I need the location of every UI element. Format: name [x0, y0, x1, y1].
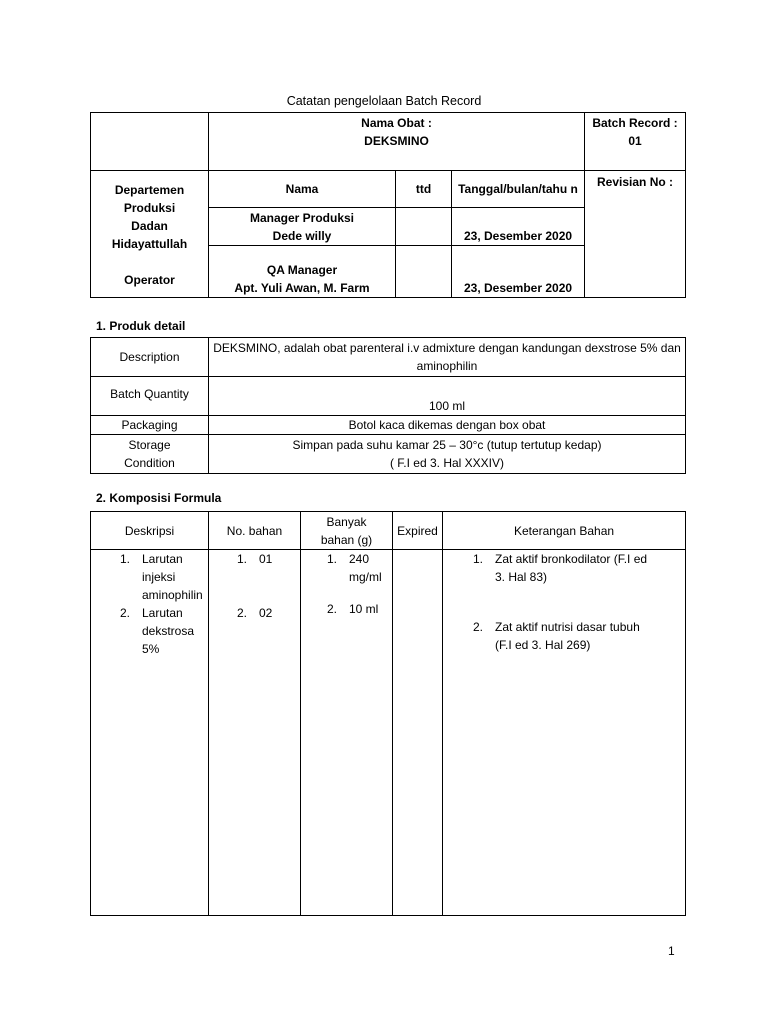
document-title: Catatan pengelolaan Batch Record — [286, 94, 482, 108]
header-empty-cell — [91, 113, 209, 171]
department-cell — [91, 171, 209, 298]
deskripsi-cell — [91, 550, 209, 916]
section2-title: 2. Komposisi Formula — [96, 491, 222, 505]
formula-table — [90, 511, 686, 916]
packaging-value: Botol kaca dikemas dengan box obat — [209, 416, 686, 435]
col-banyak-header: Banyak bahan (g) — [301, 512, 393, 550]
storage-value-line1: Simpan pada suhu kamar 25 – 30°c (tutup tertutup kedap) — [292, 438, 602, 452]
description-value: DEKSMINO, adalah obat parenteral i.v admixture dengan kandungan dexstrose 5% dan aminophilin — [209, 338, 686, 377]
row2-name-cell — [209, 246, 396, 298]
list-item: 2. 02 — [237, 606, 273, 620]
batch-quantity-value: 100 ml — [209, 377, 686, 416]
department-line1: Departemen — [114, 183, 185, 197]
list-item: 2. Zat aktif nutrisi dasar tubuh (F.I ed 3. Hal 269) — [473, 620, 640, 652]
row2-ttd-cell — [396, 246, 452, 298]
col-nama-header: Nama — [209, 171, 396, 208]
department-line4: Hidayattullah — [111, 237, 188, 251]
batch-quantity-label: Batch Quantity — [91, 377, 209, 416]
list-item: 2. 10 ml — [327, 602, 379, 616]
page-number: 1 — [668, 944, 675, 958]
department-line3: Dadan — [131, 219, 168, 233]
col-keterangan-header: Keterangan Bahan — [443, 512, 686, 550]
storage-value-line2: ( F.I ed 3. Hal XXXIV) — [389, 456, 505, 470]
list-item: 2. Larutan dekstrosa 5% — [120, 606, 195, 656]
list-item: 1. 240 mg/ml — [327, 552, 382, 584]
list-item: 1. Zat aktif bronkodilator (F.I ed 3. Hal 83) — [473, 552, 648, 584]
col-deskripsi-header: Deskripsi — [91, 512, 209, 550]
product-detail-table — [90, 337, 686, 474]
nama-obat-label: Nama Obat : — [361, 116, 432, 130]
packaging-label: Packaging — [91, 416, 209, 435]
list-item: 1. 01 — [237, 552, 273, 566]
no-bahan-cell — [209, 550, 301, 916]
row1-ttd-cell — [396, 208, 452, 246]
header-table — [90, 112, 686, 298]
batch-record-cell — [585, 113, 686, 171]
storage-value-cell — [209, 435, 686, 474]
row1-role: Manager Produksi — [249, 210, 355, 225]
row2-name: Apt. Yuli Awan, M. Farm — [234, 281, 370, 295]
nama-obat-cell — [209, 113, 585, 171]
storage-label: Storage Condition — [91, 435, 209, 474]
banyak-cell — [301, 550, 393, 916]
row1-date: 23, Desember 2020 — [452, 208, 585, 246]
list-item: 1. Larutan injeksi aminophilin — [120, 552, 203, 602]
batch-record-label: Batch Record : — [592, 116, 678, 130]
row2-role: QA Manager — [266, 263, 338, 277]
description-label: Description — [91, 338, 209, 377]
operator-label: Operator — [124, 273, 175, 287]
section1-title: 1. Produk detail — [96, 319, 186, 333]
col-expired-header: Expired — [393, 512, 443, 550]
expired-cell — [393, 550, 443, 916]
department-line2: Produksi — [123, 201, 176, 215]
row2-date: 23, Desember 2020 — [452, 246, 585, 298]
nama-obat-value: DEKSMINO — [364, 134, 429, 148]
batch-record-value: 01 — [628, 134, 642, 148]
row1-name-cell — [209, 208, 396, 246]
revisian-label: Revisian No : — [597, 175, 674, 189]
col-ttd-header: ttd — [396, 171, 452, 208]
revisian-cell — [585, 171, 686, 298]
col-no-bahan-header: No. bahan — [209, 512, 301, 550]
row1-name: Dede willy — [272, 228, 332, 243]
keterangan-cell — [443, 550, 686, 916]
col-tanggal-header: Tanggal/bulan/tahu n — [452, 171, 585, 208]
